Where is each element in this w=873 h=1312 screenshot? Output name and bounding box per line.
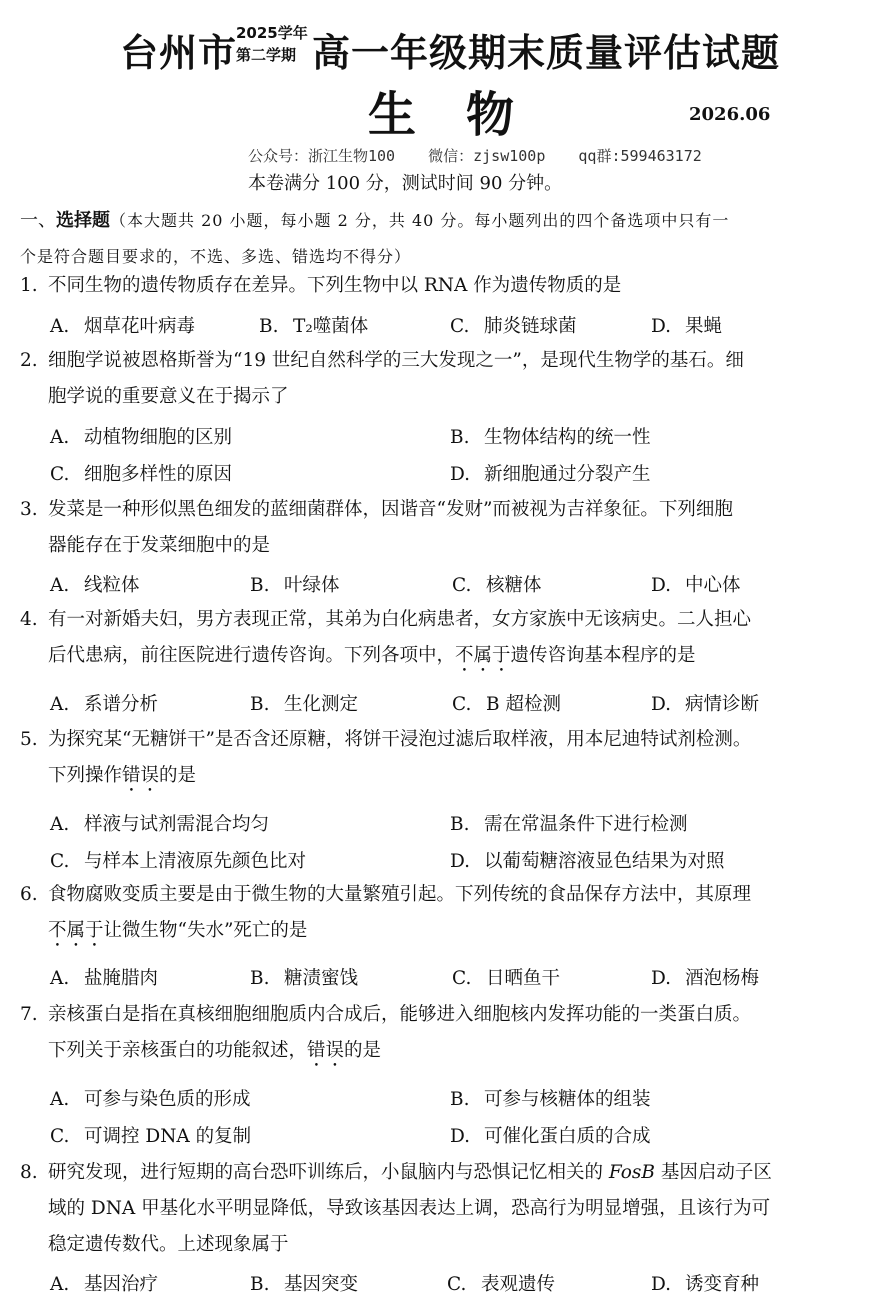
q4-option-c[interactable]: C. B 超检测 <box>452 694 561 715</box>
q4-option-b[interactable]: B. 生化测定 <box>250 694 359 715</box>
header-contact <box>248 145 726 166</box>
question-text: 细胞学说被恩格斯誉为“19 世纪自然科学的三大发现之一”，是现代生物学的基石。细 <box>48 350 744 371</box>
q5-option-b[interactable]: B. 需在常温条件下进行检测 <box>450 814 688 835</box>
header-date: 2026.06 <box>689 104 771 125</box>
question-2 <box>20 343 855 415</box>
q7-option-c[interactable]: C. 可调控 DNA 的复制 <box>50 1126 252 1147</box>
question-text: 食物腐败变质主要是由于微生物的大量繁殖引起。下列传统的食品保存方法中，其原理 <box>48 884 752 905</box>
q2-option-b[interactable]: B. 生物体结构的统一性 <box>450 427 651 448</box>
emphasis-wrong: 错误 <box>122 765 160 786</box>
contact-wechat-id: 微信：zjsw100p <box>428 147 546 165</box>
q7-option-a[interactable]: A. 可参与染色质的形成 <box>50 1089 251 1110</box>
q8-option-c[interactable]: C. 表观遗传 <box>447 1274 556 1295</box>
q3-option-a[interactable]: A. 线粒体 <box>50 575 140 596</box>
question-5: 5. 为探究某“无糖饼干”是否含还原糖，将饼干浸泡过滤后取样液，用本尼迪特试剂检测。 下列操作错误的是 <box>20 722 855 796</box>
q3-option-d[interactable]: D. 中心体 <box>651 575 741 596</box>
section-heading <box>20 203 855 275</box>
emphasis-wrong: 错误 <box>307 1040 345 1061</box>
question-text: 有一对新婚夫妇，男方表现正常，其弟为白化病患者，女方家族中无该病史。二人担心 <box>48 609 752 630</box>
q2-option-a[interactable]: A. 动植物细胞的区别 <box>50 427 233 448</box>
q1-option-a[interactable]: A. 烟草花叶病毒 <box>50 316 196 337</box>
question-text: 不同生物的遗传物质存在差异。下列生物中以 RNA 作为遗传物质的是 <box>48 275 622 296</box>
q3-option-c[interactable]: C. 核糖体 <box>452 575 542 596</box>
question-8: 8. 研究发现，进行短期的高台恐吓训练后，小鼠脑内与恐惧记忆相关的 FosB 基因启动子区 域的 DNA 甲基化水平明显降低，导致该基因表达上调，恐高行为明显增强，且该行为可 稳定遗传数代。上述现象属于 <box>20 1155 855 1263</box>
question-6: 6. 食物腐败变质主要是由于微生物的大量繁殖引起。下列传统的食品保存方法中，其原理 不属于让微生物“失水”死亡的是 <box>20 877 855 951</box>
question-text-cont: 域的 DNA 甲基化水平明显降低，导致该基因表达上调，恐高行为明显增强，且该行为可 <box>48 1198 771 1219</box>
score-note: 本卷满分 100 分，测试时间 90 分钟。 <box>248 173 563 194</box>
question-number: 2. <box>20 350 38 371</box>
q7-option-b[interactable]: B. 可参与核糖体的组装 <box>450 1089 651 1110</box>
section-desc-2: 个是符合题目要求的，不选、多选、错选均不得分） <box>20 247 412 266</box>
q4-option-a[interactable]: A. 系谱分析 <box>50 694 159 715</box>
question-text-cont: 稳定遗传数代。上述现象属于 <box>48 1234 289 1255</box>
q1-option-c[interactable]: C. 肺炎链球菌 <box>450 316 577 337</box>
question-number: 1. <box>20 275 38 296</box>
q8-option-b[interactable]: B. 基因突变 <box>250 1274 359 1295</box>
q8-option-a[interactable]: A. 基因治疗 <box>50 1274 159 1295</box>
emphasis-not-belong: 不属于 <box>455 645 511 666</box>
q7-option-d[interactable]: D. 可催化蛋白质的合成 <box>450 1126 651 1147</box>
question-text: 发菜是一种形似黑色细发的蓝细菌群体，因谐音“发财”而被视为吉祥象征。下列细胞 <box>48 499 733 520</box>
q2-option-d[interactable]: D. 新细胞通过分裂产生 <box>450 464 651 485</box>
section-desc-1: （本大题共 20 小题，每小题 2 分，共 40 分。每小题列出的四个备选项中只有一 <box>110 211 730 230</box>
q6-option-b[interactable]: B. 糖渍蜜饯 <box>250 968 359 989</box>
section-prefix: 一、 <box>20 210 56 231</box>
q3-option-b[interactable]: B. 叶绿体 <box>250 575 340 596</box>
q4-option-d[interactable]: D. 病情诊断 <box>651 694 760 715</box>
question-number: 3. <box>20 499 38 520</box>
q2-option-c[interactable]: C. 细胞多样性的原因 <box>50 464 233 485</box>
q6-option-c[interactable]: C. 日晒鱼干 <box>452 968 561 989</box>
q1-option-d[interactable]: D. 果蝇 <box>651 316 723 337</box>
q5-option-c[interactable]: C. 与样本上清液原先颜色比对 <box>50 851 307 872</box>
gene-name: FosB <box>608 1162 655 1183</box>
question-text-cont: 器能存在于发菜细胞中的是 <box>48 535 271 556</box>
header-year: 2025学年 <box>236 24 308 42</box>
section-label: 选择题 <box>56 210 110 231</box>
question-number: 5. <box>20 729 38 750</box>
q1-option-b[interactable]: B. T₂噬菌体 <box>259 316 369 337</box>
question-number: 4. <box>20 609 38 630</box>
header-exam-title: 高一年级期末质量评估试题 <box>312 31 781 75</box>
question-1 <box>20 268 855 304</box>
question-number: 7. <box>20 1004 38 1025</box>
q6-option-a[interactable]: A. 盐腌腊肉 <box>50 968 159 989</box>
q5-option-d[interactable]: D. 以葡萄糖溶液显色结果为对照 <box>450 851 725 872</box>
q6-option-d[interactable]: D. 酒泡杨梅 <box>651 968 760 989</box>
header-city: 台州市 <box>120 31 238 75</box>
header-semester: 第二学期 <box>236 46 297 64</box>
contact-wechat-account: 公众号：浙江生物100 <box>248 147 396 165</box>
q5-option-a[interactable]: A. 样液与试剂需混合均匀 <box>50 814 270 835</box>
question-text: 为探究某“无糖饼干”是否含还原糖，将饼干浸泡过滤后取样液，用本尼迪特试剂检测。 <box>48 729 752 750</box>
question-text-cont: 胞学说的重要意义在于揭示了 <box>48 386 289 407</box>
contact-qq-group: qq群:599463172 <box>578 147 702 165</box>
question-3 <box>20 492 855 564</box>
question-7: 7. 亲核蛋白是指在真核细胞细胞质内合成后，能够进入细胞核内发挥功能的一类蛋白质。 下列关于亲核蛋白的功能叙述，错误的是 <box>20 997 855 1071</box>
q8-option-d[interactable]: D. 诱变育种 <box>651 1274 760 1295</box>
emphasis-not-belong: 不属于 <box>48 920 104 941</box>
header-subject: 生物 <box>368 87 565 143</box>
question-4: 4. 有一对新婚夫妇，男方表现正常，其弟为白化病患者，女方家族中无该病史。二人担心 后代患病，前往医院进行遗传咨询。下列各项中，不属于遗传咨询基本程序的是 <box>20 602 855 676</box>
question-number: 6. <box>20 884 38 905</box>
question-text: 亲核蛋白是指在真核细胞细胞质内合成后，能够进入细胞核内发挥功能的一类蛋白质。 <box>48 1004 752 1025</box>
question-number: 8. <box>20 1162 38 1183</box>
